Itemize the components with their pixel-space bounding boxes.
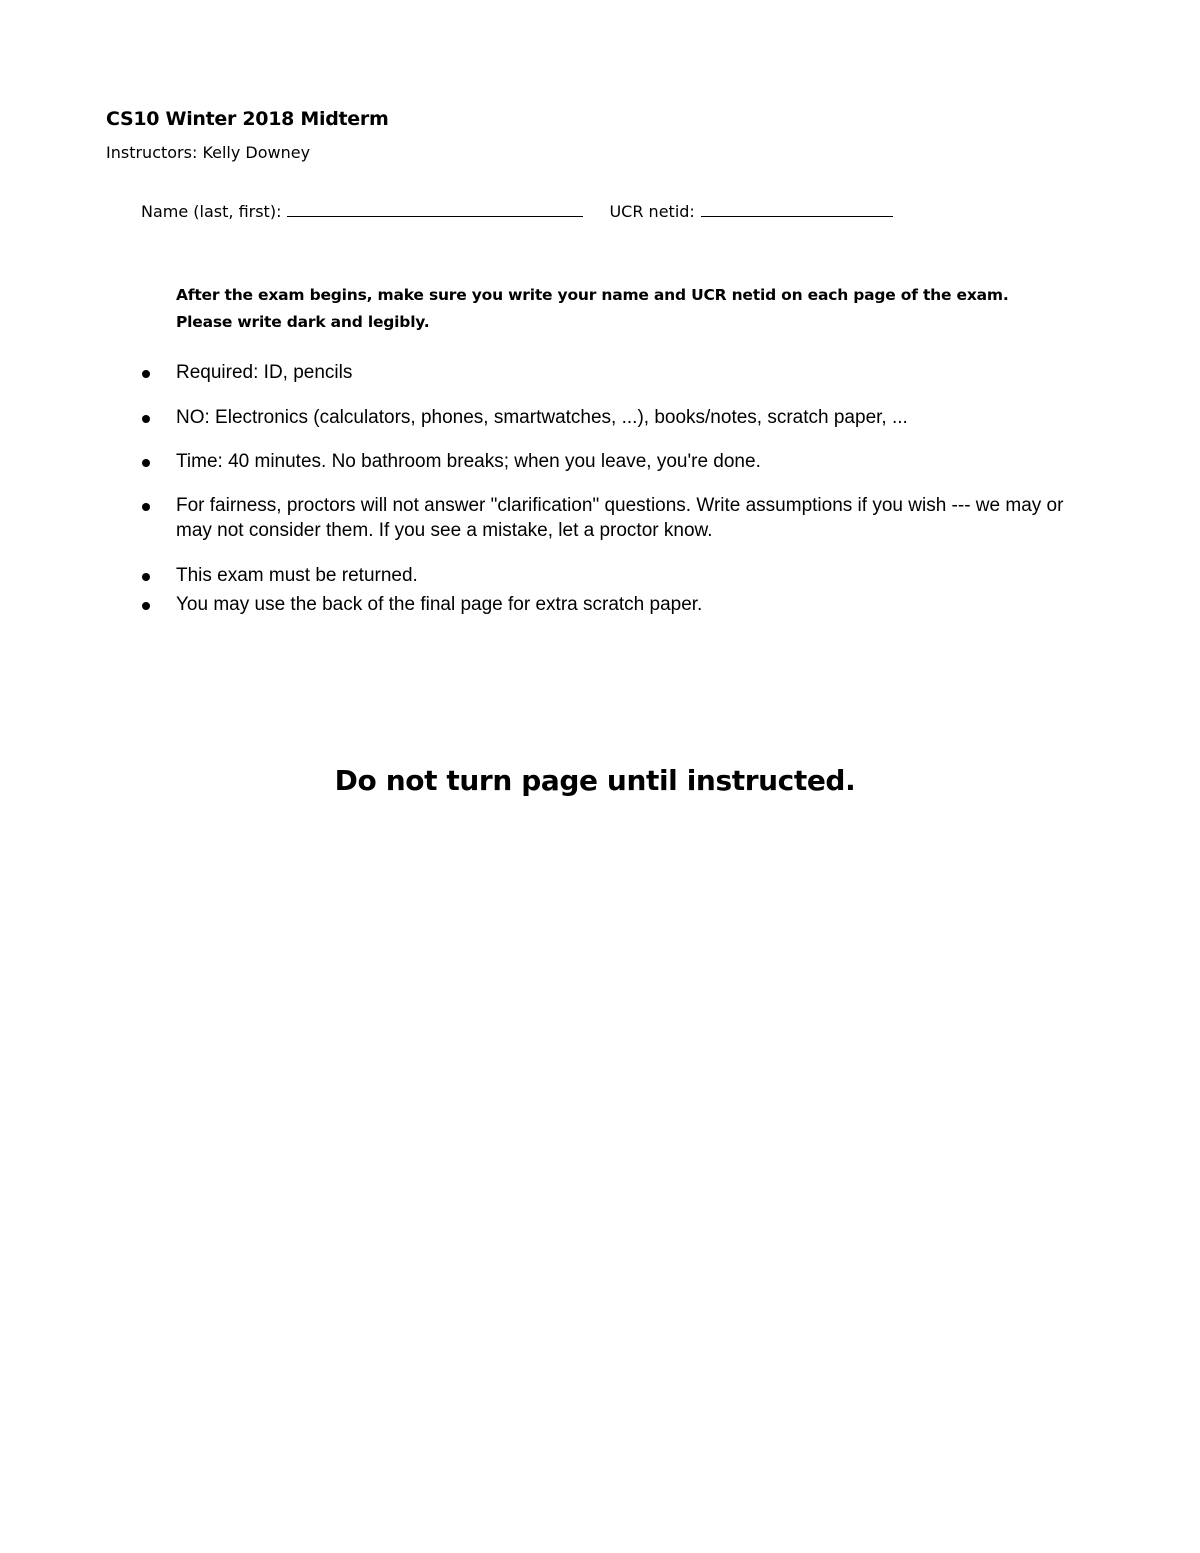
name-label: Name (last, first):	[141, 202, 282, 221]
do-not-turn-warning: Do not turn page until instructed.	[334, 764, 856, 797]
bullet-icon	[142, 602, 150, 610]
exam-rules-list	[140, 360, 1100, 617]
exam-notice	[176, 282, 1009, 336]
bullet-icon	[142, 503, 150, 511]
rule-text: NO: Electronics (calculators, phones, smartwatches, ...), books/notes, scratch paper, ...	[176, 407, 908, 428]
rule-text: You may use the back of the final page for extra scratch paper.	[176, 594, 703, 615]
bullet-icon	[142, 459, 150, 467]
rule-item	[140, 449, 1100, 474]
rule-item	[140, 493, 1100, 543]
rule-item	[140, 405, 1100, 430]
student-info-fields	[141, 202, 893, 221]
rule-item	[140, 360, 1100, 385]
rule-text: Time: 40 minutes. No bathroom breaks; when you leave, you're done.	[176, 451, 761, 472]
rule-text: This exam must be returned.	[176, 565, 418, 586]
exam-title: CS10 Winter 2018 Midterm	[106, 108, 389, 130]
netid-label: UCR netid:	[609, 202, 695, 221]
rule-item	[140, 592, 1100, 617]
rule-text: For fairness, proctors will not answer "clarification" questions. Write assumptions if you wish --- we may or may not consider them. If you see a mistake, let a proctor know.	[176, 495, 1064, 541]
notice-line-2: Please write dark and legibly.	[176, 313, 430, 331]
bullet-icon	[142, 573, 150, 581]
bullet-icon	[142, 415, 150, 423]
rule-item	[140, 563, 1100, 588]
rule-text: Required: ID, pencils	[176, 362, 353, 383]
netid-blank-line[interactable]	[701, 202, 893, 217]
notice-line-1: After the exam begins, make sure you write your name and UCR netid on each page of the exam.	[176, 286, 1009, 304]
bullet-icon	[142, 370, 150, 378]
instructors-line: Instructors: Kelly Downey	[106, 143, 311, 162]
name-blank-line[interactable]	[287, 202, 583, 217]
